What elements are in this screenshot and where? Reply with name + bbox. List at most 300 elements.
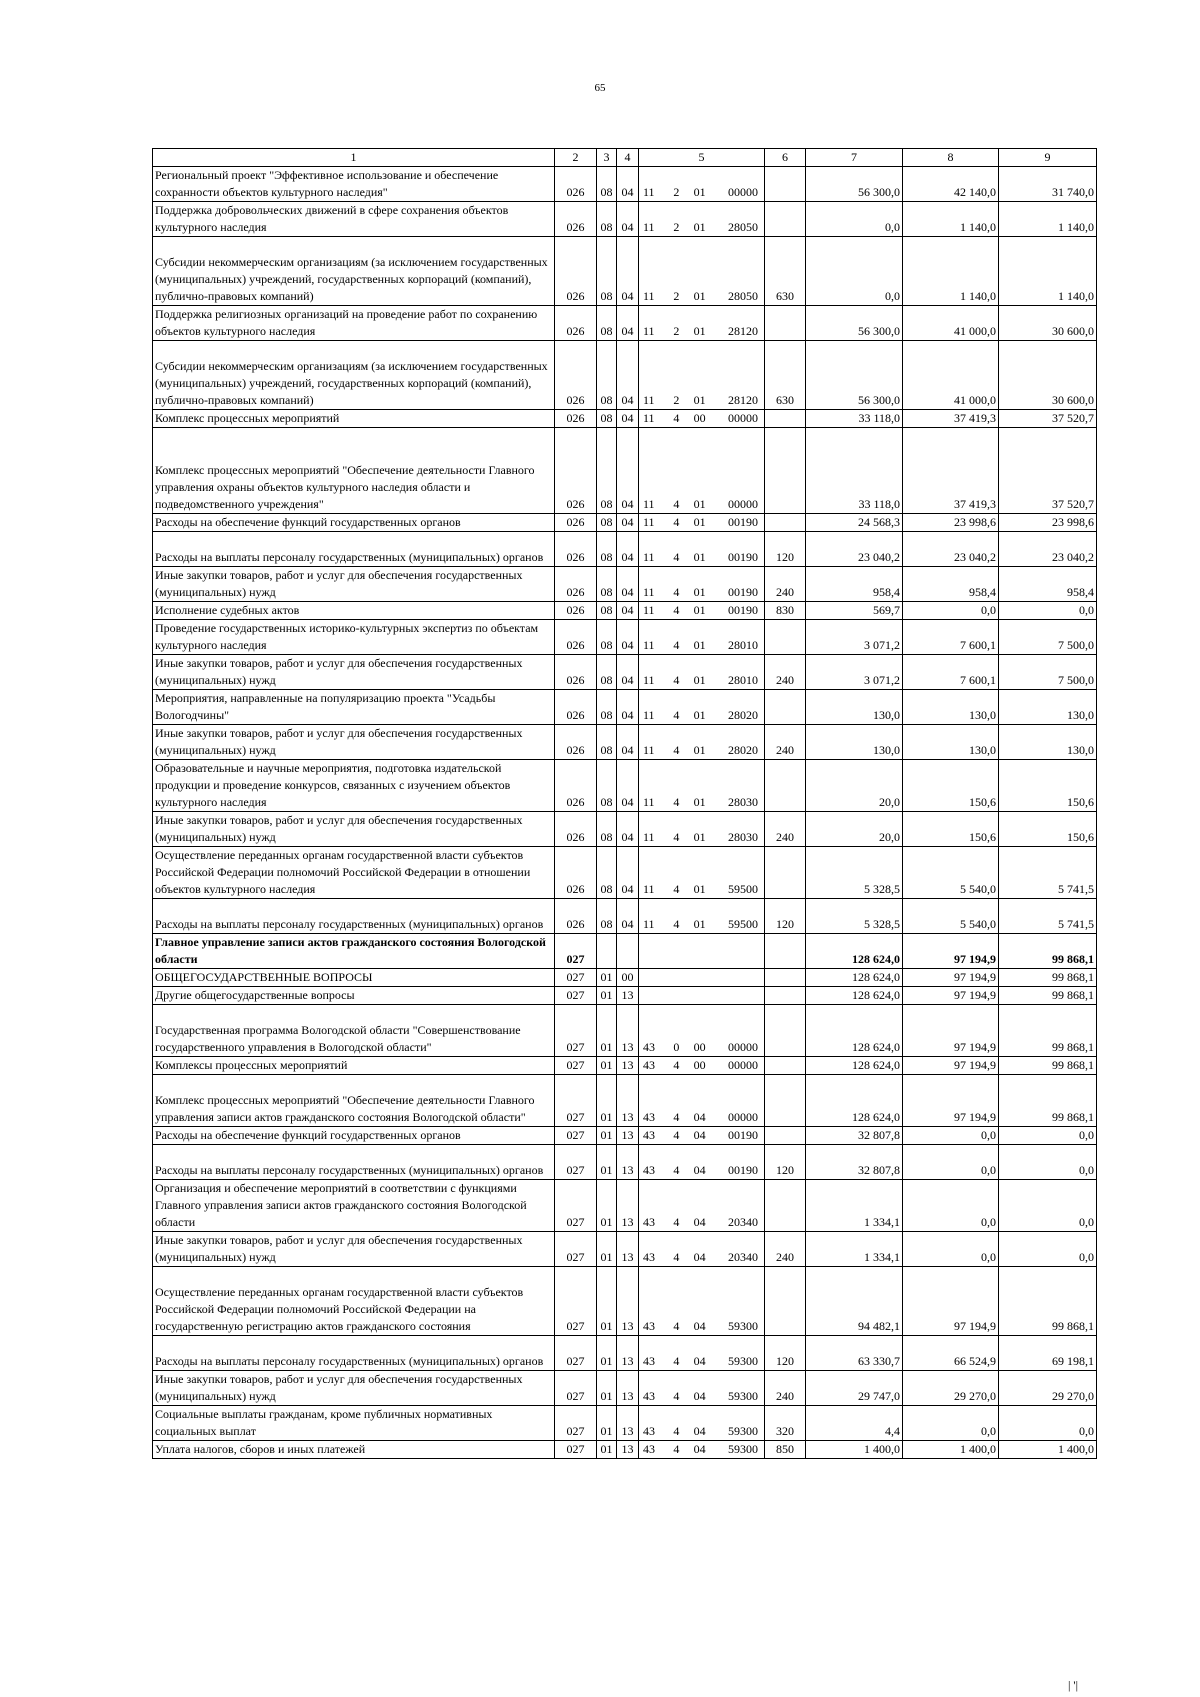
row-name-cell: Уплата налогов, сборов и иных платежей — [153, 1441, 555, 1459]
row-amount-col8-cell: 0,0 — [903, 1145, 999, 1180]
target-article-part: 00000 — [727, 1110, 758, 1124]
target-article-part: 4 — [673, 603, 680, 617]
target-article-part: 00000 — [727, 411, 758, 425]
row-amount-col9-cell: 30 600,0 — [999, 306, 1097, 341]
row-subsection-cell: 04 — [617, 567, 639, 602]
row-subsection-cell: 13 — [617, 1371, 639, 1406]
target-article-part: 28050 — [727, 289, 758, 303]
target-article-part: 04 — [693, 1442, 706, 1456]
table-row — [153, 1336, 1097, 1371]
table-row — [153, 341, 1097, 410]
target-article-part: 43 — [643, 1319, 655, 1333]
target-article-part: 59300 — [727, 1319, 758, 1333]
row-amount-col7-cell: 32 807,8 — [806, 1127, 903, 1145]
row-amount-col7-cell: 958,4 — [806, 567, 903, 602]
row-section-cell: 01 — [597, 1005, 617, 1057]
row-amount-col8-cell: 0,0 — [903, 1127, 999, 1145]
row-name-cell: Иные закупки товаров, работ и услуг для обеспечения государственных (муниципальных) нужд — [153, 812, 555, 847]
row-amount-col7-cell: 5 328,5 — [806, 847, 903, 899]
table-row — [153, 969, 1097, 987]
row-subsection-cell: 13 — [617, 1075, 639, 1127]
target-article-part: 28120 — [727, 393, 758, 407]
row-subsection-cell: 04 — [617, 620, 639, 655]
row-amount-col9-cell: 0,0 — [999, 1180, 1097, 1232]
target-article-part: 4 — [673, 515, 680, 529]
row-subsection-cell: 04 — [617, 602, 639, 620]
row-target-article-cell — [639, 237, 765, 306]
target-article-part: 0 — [673, 1040, 680, 1054]
row-amount-col8-cell: 97 194,9 — [903, 1057, 999, 1075]
row-section-cell: 01 — [597, 1057, 617, 1075]
row-amount-col9-cell: 0,0 — [999, 1127, 1097, 1145]
table-row — [153, 899, 1097, 934]
row-amount-col9-cell: 23 040,2 — [999, 532, 1097, 567]
row-expense-type-cell — [765, 1075, 806, 1127]
row-code-cell: 026 — [555, 655, 597, 690]
row-subsection-cell: 04 — [617, 655, 639, 690]
row-subsection-cell: 04 — [617, 760, 639, 812]
row-target-article-cell — [639, 1005, 765, 1057]
row-amount-col8-cell: 42 140,0 — [903, 167, 999, 202]
row-section-cell: 08 — [597, 812, 617, 847]
row-name-cell: Иные закупки товаров, работ и услуг для обеспечения государственных (муниципальных) нужд — [153, 1371, 555, 1406]
row-amount-col7-cell: 33 118,0 — [806, 410, 903, 428]
row-expense-type-cell — [765, 1180, 806, 1232]
row-amount-col9-cell: 99 868,1 — [999, 1057, 1097, 1075]
row-amount-col7-cell: 128 624,0 — [806, 1057, 903, 1075]
row-expense-type-cell — [765, 934, 806, 969]
target-article-part: 01 — [693, 289, 706, 303]
row-amount-col9-cell: 0,0 — [999, 602, 1097, 620]
table-row — [153, 760, 1097, 812]
row-target-article-cell — [639, 1127, 765, 1145]
row-amount-col8-cell: 41 000,0 — [903, 306, 999, 341]
row-subsection-cell: 04 — [617, 725, 639, 760]
table-row — [153, 237, 1097, 306]
table-row — [153, 987, 1097, 1005]
target-article-part: 4 — [673, 497, 680, 511]
table-row — [153, 567, 1097, 602]
target-article-part: 01 — [693, 743, 706, 757]
row-code-cell: 026 — [555, 167, 597, 202]
row-code-cell: 026 — [555, 341, 597, 410]
row-name-cell: Социальные выплаты гражданам, кроме публичных нормативных социальных выплат — [153, 1406, 555, 1441]
header-col-6: 6 — [765, 149, 806, 167]
target-article-part: 11 — [643, 585, 655, 599]
row-subsection-cell: 13 — [617, 1145, 639, 1180]
target-article-part: 4 — [673, 1250, 680, 1264]
row-amount-col9-cell: 958,4 — [999, 567, 1097, 602]
row-code-cell: 027 — [555, 1336, 597, 1371]
row-subsection-cell: 13 — [617, 1441, 639, 1459]
row-name-cell: Иные закупки товаров, работ и услуг для обеспечения государственных (муниципальных) нужд — [153, 655, 555, 690]
row-amount-col8-cell: 7 600,1 — [903, 620, 999, 655]
target-article-part: 01 — [693, 795, 706, 809]
row-name-cell: Поддержка религиозных организаций на проведение работ по сохранению объектов культурного наследия — [153, 306, 555, 341]
row-target-article-cell — [639, 1145, 765, 1180]
row-target-article-cell — [639, 987, 765, 1005]
row-target-article-cell — [639, 812, 765, 847]
row-amount-col9-cell: 99 868,1 — [999, 1005, 1097, 1057]
target-article-part: 11 — [643, 550, 655, 564]
target-article-part: 59300 — [727, 1354, 758, 1368]
row-amount-col9-cell: 5 741,5 — [999, 899, 1097, 934]
row-amount-col7-cell: 56 300,0 — [806, 341, 903, 410]
target-article-part: 4 — [673, 830, 680, 844]
target-article-part: 4 — [673, 1128, 680, 1142]
row-amount-col9-cell: 31 740,0 — [999, 167, 1097, 202]
table-row — [153, 428, 1097, 514]
row-amount-col7-cell: 3 071,2 — [806, 620, 903, 655]
row-subsection-cell: 13 — [617, 1057, 639, 1075]
row-section-cell: 01 — [597, 1127, 617, 1145]
row-amount-col8-cell: 5 540,0 — [903, 899, 999, 934]
target-article-part: 11 — [643, 603, 655, 617]
row-section-cell: 08 — [597, 202, 617, 237]
row-subsection-cell: 04 — [617, 167, 639, 202]
row-amount-col7-cell: 128 624,0 — [806, 1005, 903, 1057]
row-expense-type-cell — [765, 428, 806, 514]
row-name-cell: Комплекс процессных мероприятий "Обеспечение деятельности Главного управления охраны объектов культурного наследия области и подведомственного учреждения" — [153, 428, 555, 514]
row-amount-col7-cell: 1 334,1 — [806, 1180, 903, 1232]
row-amount-col7-cell: 0,0 — [806, 237, 903, 306]
row-target-article-cell — [639, 1057, 765, 1075]
target-article-part: 00000 — [727, 1040, 758, 1054]
row-amount-col7-cell: 20,0 — [806, 760, 903, 812]
row-expense-type-cell: 240 — [765, 812, 806, 847]
row-amount-col7-cell: 1 400,0 — [806, 1441, 903, 1459]
row-target-article-cell — [639, 760, 765, 812]
row-name-cell: Комплексы процессных мероприятий — [153, 1057, 555, 1075]
row-target-article-cell — [639, 567, 765, 602]
row-expense-type-cell — [765, 410, 806, 428]
table-row — [153, 1180, 1097, 1232]
row-subsection-cell: 04 — [617, 341, 639, 410]
target-article-part: 4 — [673, 1058, 680, 1072]
row-section-cell: 08 — [597, 237, 617, 306]
target-article-part: 28030 — [727, 795, 758, 809]
target-article-part: 2 — [673, 185, 680, 199]
row-amount-col7-cell: 128 624,0 — [806, 1075, 903, 1127]
row-expense-type-cell — [765, 969, 806, 987]
row-amount-col9-cell: 0,0 — [999, 1406, 1097, 1441]
target-article-part: 59500 — [727, 882, 758, 896]
row-target-article-cell — [639, 1441, 765, 1459]
row-amount-col8-cell: 1 140,0 — [903, 202, 999, 237]
target-article-part: 4 — [673, 1163, 680, 1177]
row-section-cell: 08 — [597, 690, 617, 725]
row-amount-col9-cell: 1 140,0 — [999, 202, 1097, 237]
target-article-part: 01 — [693, 917, 706, 931]
header-col-7: 7 — [806, 149, 903, 167]
row-target-article-cell — [639, 602, 765, 620]
target-article-part: 11 — [643, 289, 655, 303]
target-article-part: 2 — [673, 393, 680, 407]
target-article-part: 00000 — [727, 1058, 758, 1072]
row-amount-col7-cell: 56 300,0 — [806, 167, 903, 202]
row-subsection-cell: 13 — [617, 1127, 639, 1145]
target-article-part: 00000 — [727, 185, 758, 199]
row-code-cell: 027 — [555, 1267, 597, 1336]
row-subsection-cell: 04 — [617, 202, 639, 237]
row-code-cell: 026 — [555, 428, 597, 514]
target-article-part: 2 — [673, 324, 680, 338]
row-code-cell: 027 — [555, 934, 597, 969]
row-amount-col9-cell: 23 998,6 — [999, 514, 1097, 532]
header-col-1: 1 — [153, 149, 555, 167]
target-article-part: 04 — [693, 1354, 706, 1368]
row-subsection-cell: 13 — [617, 987, 639, 1005]
row-expense-type-cell — [765, 167, 806, 202]
target-article-part: 4 — [673, 638, 680, 652]
row-target-article-cell — [639, 1406, 765, 1441]
row-code-cell: 026 — [555, 306, 597, 341]
row-amount-col8-cell: 7 600,1 — [903, 655, 999, 690]
row-section-cell: 08 — [597, 899, 617, 934]
row-code-cell: 026 — [555, 567, 597, 602]
target-article-part: 28020 — [727, 743, 758, 757]
target-article-part: 04 — [693, 1250, 706, 1264]
row-section-cell: 08 — [597, 532, 617, 567]
row-name-cell: Субсидии некоммерческим организациям (за исключением государственных (муниципальных) учреждений, государственных корпораций (компаний), публично-правовых компаний) — [153, 341, 555, 410]
row-code-cell: 027 — [555, 1371, 597, 1406]
row-amount-col7-cell: 23 040,2 — [806, 532, 903, 567]
row-amount-col9-cell: 29 270,0 — [999, 1371, 1097, 1406]
target-article-part: 59500 — [727, 917, 758, 931]
target-article-part: 43 — [643, 1110, 655, 1124]
row-amount-col7-cell: 32 807,8 — [806, 1145, 903, 1180]
row-amount-col7-cell: 569,7 — [806, 602, 903, 620]
row-name-cell: Иные закупки товаров, работ и услуг для обеспечения государственных (муниципальных) нужд — [153, 1232, 555, 1267]
row-code-cell: 026 — [555, 620, 597, 655]
row-name-cell: Проведение государственных историко-культурных экспертиз по объектам культурного наследия — [153, 620, 555, 655]
table-row — [153, 202, 1097, 237]
row-name-cell: Мероприятия, направленные на популяризацию проекта "Усадьбы Вологодчины" — [153, 690, 555, 725]
row-code-cell: 026 — [555, 410, 597, 428]
row-name-cell: Расходы на выплаты персоналу государственных (муниципальных) органов — [153, 1336, 555, 1371]
row-amount-col8-cell: 130,0 — [903, 725, 999, 760]
target-article-part: 28050 — [727, 220, 758, 234]
target-article-part: 01 — [693, 185, 706, 199]
row-subsection-cell: 13 — [617, 1336, 639, 1371]
target-article-part: 43 — [643, 1215, 655, 1229]
row-target-article-cell — [639, 410, 765, 428]
row-subsection-cell: 00 — [617, 969, 639, 987]
row-amount-col7-cell: 130,0 — [806, 690, 903, 725]
row-name-cell: Субсидии некоммерческим организациям (за исключением государственных (муниципальных) учреждений, государственных корпораций (компаний), публично-правовых компаний) — [153, 237, 555, 306]
target-article-part: 43 — [643, 1040, 655, 1054]
table-row — [153, 167, 1097, 202]
target-article-part: 04 — [693, 1389, 706, 1403]
row-code-cell: 026 — [555, 760, 597, 812]
row-expense-type-cell: 630 — [765, 237, 806, 306]
row-target-article-cell — [639, 934, 765, 969]
target-article-part: 43 — [643, 1442, 655, 1456]
target-article-part: 01 — [693, 393, 706, 407]
row-target-article-cell — [639, 514, 765, 532]
row-amount-col7-cell: 56 300,0 — [806, 306, 903, 341]
row-expense-type-cell: 120 — [765, 532, 806, 567]
row-expense-type-cell — [765, 987, 806, 1005]
row-name-cell: Расходы на обеспечение функций государственных органов — [153, 514, 555, 532]
row-amount-col7-cell: 3 071,2 — [806, 655, 903, 690]
target-article-part: 4 — [673, 1319, 680, 1333]
row-code-cell: 026 — [555, 237, 597, 306]
target-article-part: 28010 — [727, 673, 758, 687]
row-subsection-cell: 13 — [617, 1180, 639, 1232]
target-article-part: 11 — [643, 917, 655, 931]
row-expense-type-cell — [765, 1057, 806, 1075]
header-col-3: 3 — [597, 149, 617, 167]
row-code-cell: 026 — [555, 202, 597, 237]
row-code-cell: 027 — [555, 987, 597, 1005]
page-number: 65 — [594, 82, 606, 94]
row-amount-col7-cell: 1 334,1 — [806, 1232, 903, 1267]
target-article-part: 43 — [643, 1128, 655, 1142]
row-name-cell: Образовательные и научные мероприятия, подготовка издательской продукции и проведение конкурсов, связанных с изучением объектов культурного наследия — [153, 760, 555, 812]
target-article-part: 04 — [693, 1424, 706, 1438]
row-name-cell: Иные закупки товаров, работ и услуг для обеспечения государственных (муниципальных) нужд — [153, 725, 555, 760]
target-article-part: 11 — [643, 411, 655, 425]
row-subsection-cell: 04 — [617, 237, 639, 306]
row-name-cell: Исполнение судебных актов — [153, 602, 555, 620]
row-subsection-cell: 04 — [617, 514, 639, 532]
row-target-article-cell — [639, 1232, 765, 1267]
target-article-part: 01 — [693, 673, 706, 687]
row-section-cell: 08 — [597, 725, 617, 760]
row-expense-type-cell: 240 — [765, 1232, 806, 1267]
row-name-cell: Расходы на выплаты персоналу государственных (муниципальных) органов — [153, 1145, 555, 1180]
target-article-part: 00190 — [727, 550, 758, 564]
row-section-cell: 01 — [597, 1145, 617, 1180]
target-article-part: 4 — [673, 795, 680, 809]
row-amount-col8-cell: 150,6 — [903, 760, 999, 812]
row-subsection-cell: 04 — [617, 847, 639, 899]
target-article-part: 11 — [643, 882, 655, 896]
table-row — [153, 1232, 1097, 1267]
row-amount-col9-cell: 7 500,0 — [999, 655, 1097, 690]
target-article-part: 11 — [643, 638, 655, 652]
row-code-cell: 027 — [555, 1180, 597, 1232]
row-amount-col9-cell: 37 520,7 — [999, 428, 1097, 514]
row-amount-col9-cell: 99 868,1 — [999, 1075, 1097, 1127]
target-article-part: 00190 — [727, 603, 758, 617]
row-code-cell: 027 — [555, 1145, 597, 1180]
row-code-cell: 027 — [555, 1441, 597, 1459]
row-amount-col7-cell: 33 118,0 — [806, 428, 903, 514]
row-target-article-cell — [639, 1336, 765, 1371]
row-name-cell: Осуществление переданных органам государственной власти субъектов Российской Федерации полномочий Российской Федерации в отношении объектов культурного наследия — [153, 847, 555, 899]
row-expense-type-cell: 630 — [765, 341, 806, 410]
target-article-part: 11 — [643, 830, 655, 844]
target-article-part: 59300 — [727, 1424, 758, 1438]
target-article-part: 4 — [673, 708, 680, 722]
row-code-cell: 026 — [555, 690, 597, 725]
row-section-cell: 08 — [597, 655, 617, 690]
row-code-cell: 027 — [555, 969, 597, 987]
row-amount-col9-cell: 30 600,0 — [999, 341, 1097, 410]
row-target-article-cell — [639, 532, 765, 567]
target-article-part: 11 — [643, 497, 655, 511]
target-article-part: 4 — [673, 1215, 680, 1229]
target-article-part: 4 — [673, 743, 680, 757]
row-section-cell: 08 — [597, 847, 617, 899]
row-amount-col7-cell: 29 747,0 — [806, 1371, 903, 1406]
header-col-4: 4 — [617, 149, 639, 167]
row-amount-col7-cell: 128 624,0 — [806, 987, 903, 1005]
row-amount-col7-cell: 63 330,7 — [806, 1336, 903, 1371]
header-col-9: 9 — [999, 149, 1097, 167]
target-article-part: 11 — [643, 673, 655, 687]
row-name-cell: Комплекс процессных мероприятий "Обеспечение деятельности Главного управления записи актов гражданского состояния Вологодской области" — [153, 1075, 555, 1127]
row-expense-type-cell: 240 — [765, 567, 806, 602]
row-name-cell: Региональный проект "Эффективное использование и обеспечение сохранности объектов культурного наследия" — [153, 167, 555, 202]
table-row — [153, 725, 1097, 760]
row-amount-col8-cell: 97 194,9 — [903, 1005, 999, 1057]
row-target-article-cell — [639, 969, 765, 987]
target-article-part: 43 — [643, 1424, 655, 1438]
table-row — [153, 1075, 1097, 1127]
row-amount-col8-cell: 37 419,3 — [903, 428, 999, 514]
target-article-part: 4 — [673, 917, 680, 931]
target-article-part: 01 — [693, 550, 706, 564]
target-article-part: 4 — [673, 1442, 680, 1456]
row-name-cell: ОБЩЕГОСУДАРСТВЕННЫЕ ВОПРОСЫ — [153, 969, 555, 987]
row-amount-col9-cell: 0,0 — [999, 1145, 1097, 1180]
table-row — [153, 655, 1097, 690]
row-expense-type-cell — [765, 1005, 806, 1057]
row-amount-col8-cell: 150,6 — [903, 812, 999, 847]
target-article-part: 11 — [643, 185, 655, 199]
table-row — [153, 532, 1097, 567]
target-article-part: 4 — [673, 882, 680, 896]
row-section-cell — [597, 934, 617, 969]
table-row — [153, 1127, 1097, 1145]
row-subsection-cell: 04 — [617, 899, 639, 934]
row-expense-type-cell: 240 — [765, 655, 806, 690]
table-row — [153, 847, 1097, 899]
row-amount-col9-cell: 1 400,0 — [999, 1441, 1097, 1459]
row-section-cell: 08 — [597, 602, 617, 620]
target-article-part: 4 — [673, 411, 680, 425]
row-expense-type-cell: 850 — [765, 1441, 806, 1459]
row-amount-col9-cell: 99 868,1 — [999, 934, 1097, 969]
target-article-part: 01 — [693, 638, 706, 652]
row-subsection-cell: 13 — [617, 1267, 639, 1336]
row-target-article-cell — [639, 428, 765, 514]
row-expense-type-cell — [765, 690, 806, 725]
table-row — [153, 514, 1097, 532]
corner-mark: | '| — [1068, 1678, 1078, 1692]
row-expense-type-cell — [765, 202, 806, 237]
row-expense-type-cell — [765, 760, 806, 812]
target-article-part: 00190 — [727, 585, 758, 599]
target-article-part: 00000 — [727, 497, 758, 511]
row-section-cell: 01 — [597, 1406, 617, 1441]
row-expense-type-cell: 830 — [765, 602, 806, 620]
row-subsection-cell: 04 — [617, 812, 639, 847]
target-article-part: 11 — [643, 708, 655, 722]
table-row — [153, 1005, 1097, 1057]
row-amount-col9-cell: 0,0 — [999, 1232, 1097, 1267]
row-amount-col7-cell: 5 328,5 — [806, 899, 903, 934]
row-amount-col7-cell: 128 624,0 — [806, 969, 903, 987]
row-amount-col9-cell: 7 500,0 — [999, 620, 1097, 655]
row-target-article-cell — [639, 1075, 765, 1127]
row-target-article-cell — [639, 341, 765, 410]
row-target-article-cell — [639, 620, 765, 655]
budget-table — [152, 148, 1097, 1459]
